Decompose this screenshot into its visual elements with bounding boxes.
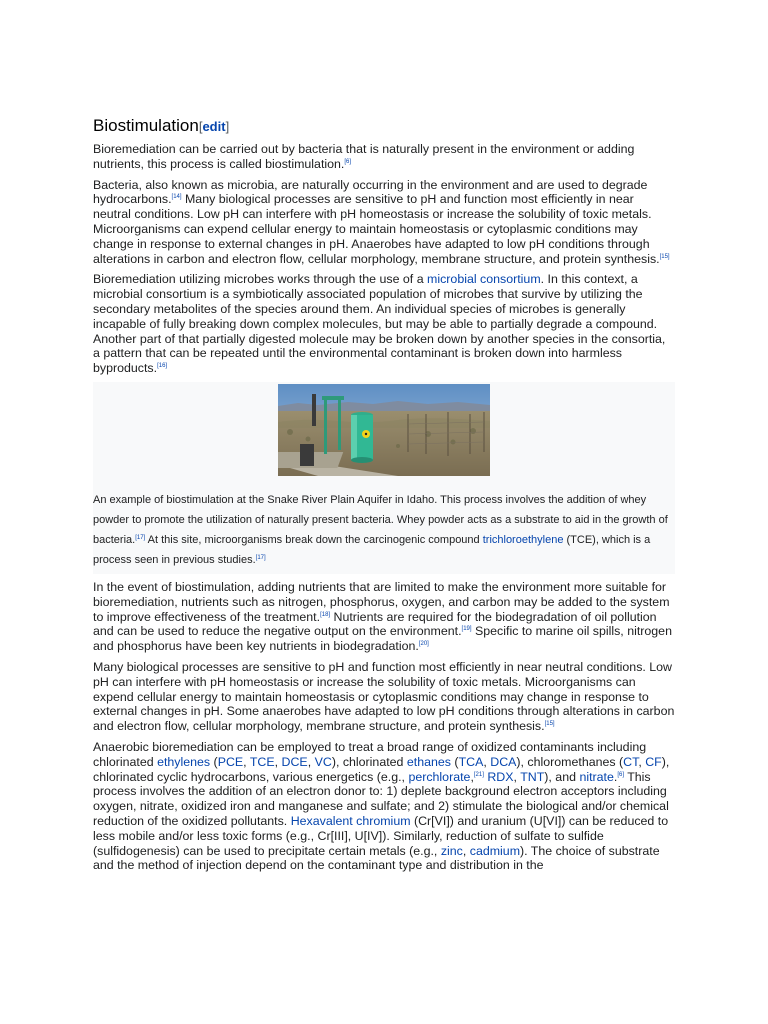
citation-link[interactable]: [6] xyxy=(617,771,624,778)
citation-link[interactable]: [16] xyxy=(157,363,168,370)
citation-ref xyxy=(617,772,624,778)
text-run: (Cr[VI]) and uranium (U[VI]) can be reduced to less mobile and/or less toxic forms (e.g., Cr[III], U[IV]). Similarly, reduction of sulfate to sulfide (sulfidogenesis) can be used to precipitate certain metals (e.g., xyxy=(93,813,669,858)
paragraph xyxy=(93,660,675,734)
figure xyxy=(93,382,675,574)
wiki-link[interactable]: microbial consortium xyxy=(427,272,541,287)
text-run: ), and xyxy=(544,769,580,784)
text-run: Many biological processes are sensitive to pH and function most efficiently in near neutral conditions. Low pH can interfere with pH homeostasis or increase the solubility of toxic metals. Microorganisms can expend cellular energy to maintain homeostasis or cytoplasmic conditions may change in response to external changes in pH. Some anaerobes have adapted to low pH conditions through alterations in carbon and electron flow, cellular morphology, membrane structure, and protein synthesis. xyxy=(93,659,675,734)
paragraphs-before-figure xyxy=(93,142,675,376)
text-run: An example of biostimulation at the Snake River Plain Aquifer in Idaho. This process involves the addition of whey powder to promote the utilization of naturally present bacteria. Whey powder acts as a substrate to aid in the growth of bacteria. xyxy=(93,493,668,546)
edit-section xyxy=(199,119,229,134)
citation-ref xyxy=(157,363,167,369)
wiki-link[interactable]: TCE xyxy=(249,754,275,769)
text-run: (TCE), which is a process seen in previous studies. xyxy=(93,533,651,566)
wiki-link[interactable]: DCA xyxy=(490,754,517,769)
wiki-link[interactable]: Hexavalent chromium xyxy=(290,813,411,828)
citation-ref xyxy=(344,159,351,165)
citation-ref xyxy=(320,612,330,618)
text-run: , xyxy=(307,754,315,769)
text-run: ( xyxy=(450,754,459,769)
wiki-link[interactable]: trichloroethylene xyxy=(482,533,564,546)
text-run: In the event of biostimulation, adding nutrients that are limited to make the environment more suitable for bioremediation, nutrients such as nitrogen, phosphorus, oxygen, and carbon may be added to the system to improve effectiveness of the treatment. xyxy=(93,579,670,624)
citation-ref xyxy=(545,721,555,727)
figure-caption xyxy=(93,490,675,570)
text-run: ( xyxy=(210,754,218,769)
citation-link[interactable]: [18] xyxy=(320,611,331,618)
citation-ref xyxy=(256,555,266,561)
text-run: . In this context, a microbial consortium is a symbiotically associated population of microbes that survive by utilizing the secondary metabolites of the species around them. An individual species of microbes is generally incapable of fully breaking down complex molecules, but may be able to partially degrade a compound. Another part of that partially digested molecule may be broken down by another species in the consortia, a pattern that can be repeated until the environmental contaminant is broken down into harmless byproducts. xyxy=(93,272,666,376)
text-run: , xyxy=(243,754,250,769)
text-run: ), chlorinated cyclic hydrocarbons, various energetics (e.g., xyxy=(93,754,670,784)
text-run: Nutrients are required for the biodegradation of oil pollution and can be used to reduce the negative output on the environment. xyxy=(93,609,657,639)
citation-ref xyxy=(135,535,145,541)
wiki-link[interactable]: TCA xyxy=(458,754,484,769)
paragraph xyxy=(93,272,675,376)
text-run: Anaerobic bioremediation can be employed to treat a broad range of oxidized contaminants including chlorinated xyxy=(93,739,647,769)
edit-bracket-close: ] xyxy=(225,119,230,134)
citation-link[interactable]: [20] xyxy=(418,641,429,648)
text-run: . xyxy=(613,769,618,784)
wiki-link[interactable]: TNT xyxy=(520,769,545,784)
section-heading xyxy=(93,114,675,139)
snake-river-plain-aquifer-photo[interactable] xyxy=(278,384,490,476)
wiki-link[interactable]: ethylenes xyxy=(157,754,211,769)
citation-link[interactable]: [19] xyxy=(461,626,472,633)
text-run: ), chlorinated xyxy=(331,754,407,769)
text-run: , xyxy=(638,754,646,769)
paragraph xyxy=(93,580,675,654)
text-run: , xyxy=(470,769,474,784)
citation-ref xyxy=(660,254,670,260)
paragraphs-after-figure xyxy=(93,580,675,873)
text-run: , xyxy=(274,754,282,769)
edit-link[interactable]: edit xyxy=(202,119,226,134)
wiki-link[interactable]: cadmium xyxy=(469,843,521,858)
article-content xyxy=(93,114,675,879)
paragraph xyxy=(93,740,675,873)
text-run: , xyxy=(462,843,470,858)
wiki-link[interactable]: CF xyxy=(645,754,662,769)
wiki-link[interactable]: perchlorate xyxy=(408,769,471,784)
citation-ref xyxy=(172,194,182,200)
wiki-link[interactable]: DCE xyxy=(281,754,308,769)
citation-ref xyxy=(462,626,472,632)
citation-link[interactable]: [21] xyxy=(473,771,484,778)
citation-link[interactable]: [15] xyxy=(659,253,670,260)
figure-image-wrap xyxy=(93,384,675,476)
text-run: ). The choice of substrate and the method of injection depend on the contaminant type and distribution in the xyxy=(93,843,660,873)
wiki-link[interactable]: VC xyxy=(314,754,332,769)
citation-ref xyxy=(419,641,429,647)
citation-link[interactable]: [15] xyxy=(544,721,555,728)
text-run: This process involves the addition of an electron donor to: 1) deplete background electron acceptors including oxygen, nitrate, oxidized iron and manganese and sulfate; and 2) stimulate the biological and/or chemical reduction of the oxidized pollutants. xyxy=(93,769,669,828)
text-run: Bioremediation utilizing microbes works through the use of a xyxy=(93,272,428,287)
paragraph xyxy=(93,142,675,172)
text-run: Specific to marine oil spills, nitrogen and phosphorus have been key nutrients in biodegradation. xyxy=(93,624,672,654)
wiki-link[interactable]: zinc xyxy=(440,843,463,858)
text-run: At this site, microorganisms break down the carcinogenic compound xyxy=(145,533,483,546)
wiki-link[interactable]: ethanes xyxy=(406,754,451,769)
wiki-link[interactable]: PCE xyxy=(217,754,244,769)
citation-ref xyxy=(474,772,484,778)
citation-link[interactable]: [14] xyxy=(171,194,182,201)
text-run: , xyxy=(483,754,491,769)
text-run: Many biological processes are sensitive to pH and function most efficiently in near neutral conditions. Low pH can interfere with pH homeostasis or increase the solubility of toxic metals. Microorganisms can expend cellular energy to maintain homeostasis or cytoplasmic conditions may change in response to external changes in pH. Anaerobes have adapted to low pH conditions through alterations in carbon and electron flow, cellular morphology, membrane structure, and protein synthesis. xyxy=(93,192,660,266)
section-title: Biostimulation xyxy=(93,116,199,135)
wiki-link[interactable]: nitrate xyxy=(579,769,614,784)
wiki-link[interactable]: RDX xyxy=(487,769,514,784)
citation-link[interactable]: [17] xyxy=(135,534,146,541)
text-run: Bacteria, also known as microbia, are naturally occurring in the environment and are used to degrade hydrocarbons. xyxy=(93,177,648,207)
wiki-link[interactable]: CT xyxy=(623,754,639,769)
edit-bracket-open: [ xyxy=(198,119,203,134)
text-run: Bioremediation can be carried out by bacteria that is naturally present in the environment or adding nutrients, this process is called biostimulation. xyxy=(93,142,635,171)
citation-link[interactable]: [6] xyxy=(344,158,352,165)
text-run: , xyxy=(513,769,521,784)
citation-link[interactable]: [17] xyxy=(255,554,266,561)
paragraph xyxy=(93,178,675,267)
text-run: ), chloromethanes ( xyxy=(516,754,624,769)
